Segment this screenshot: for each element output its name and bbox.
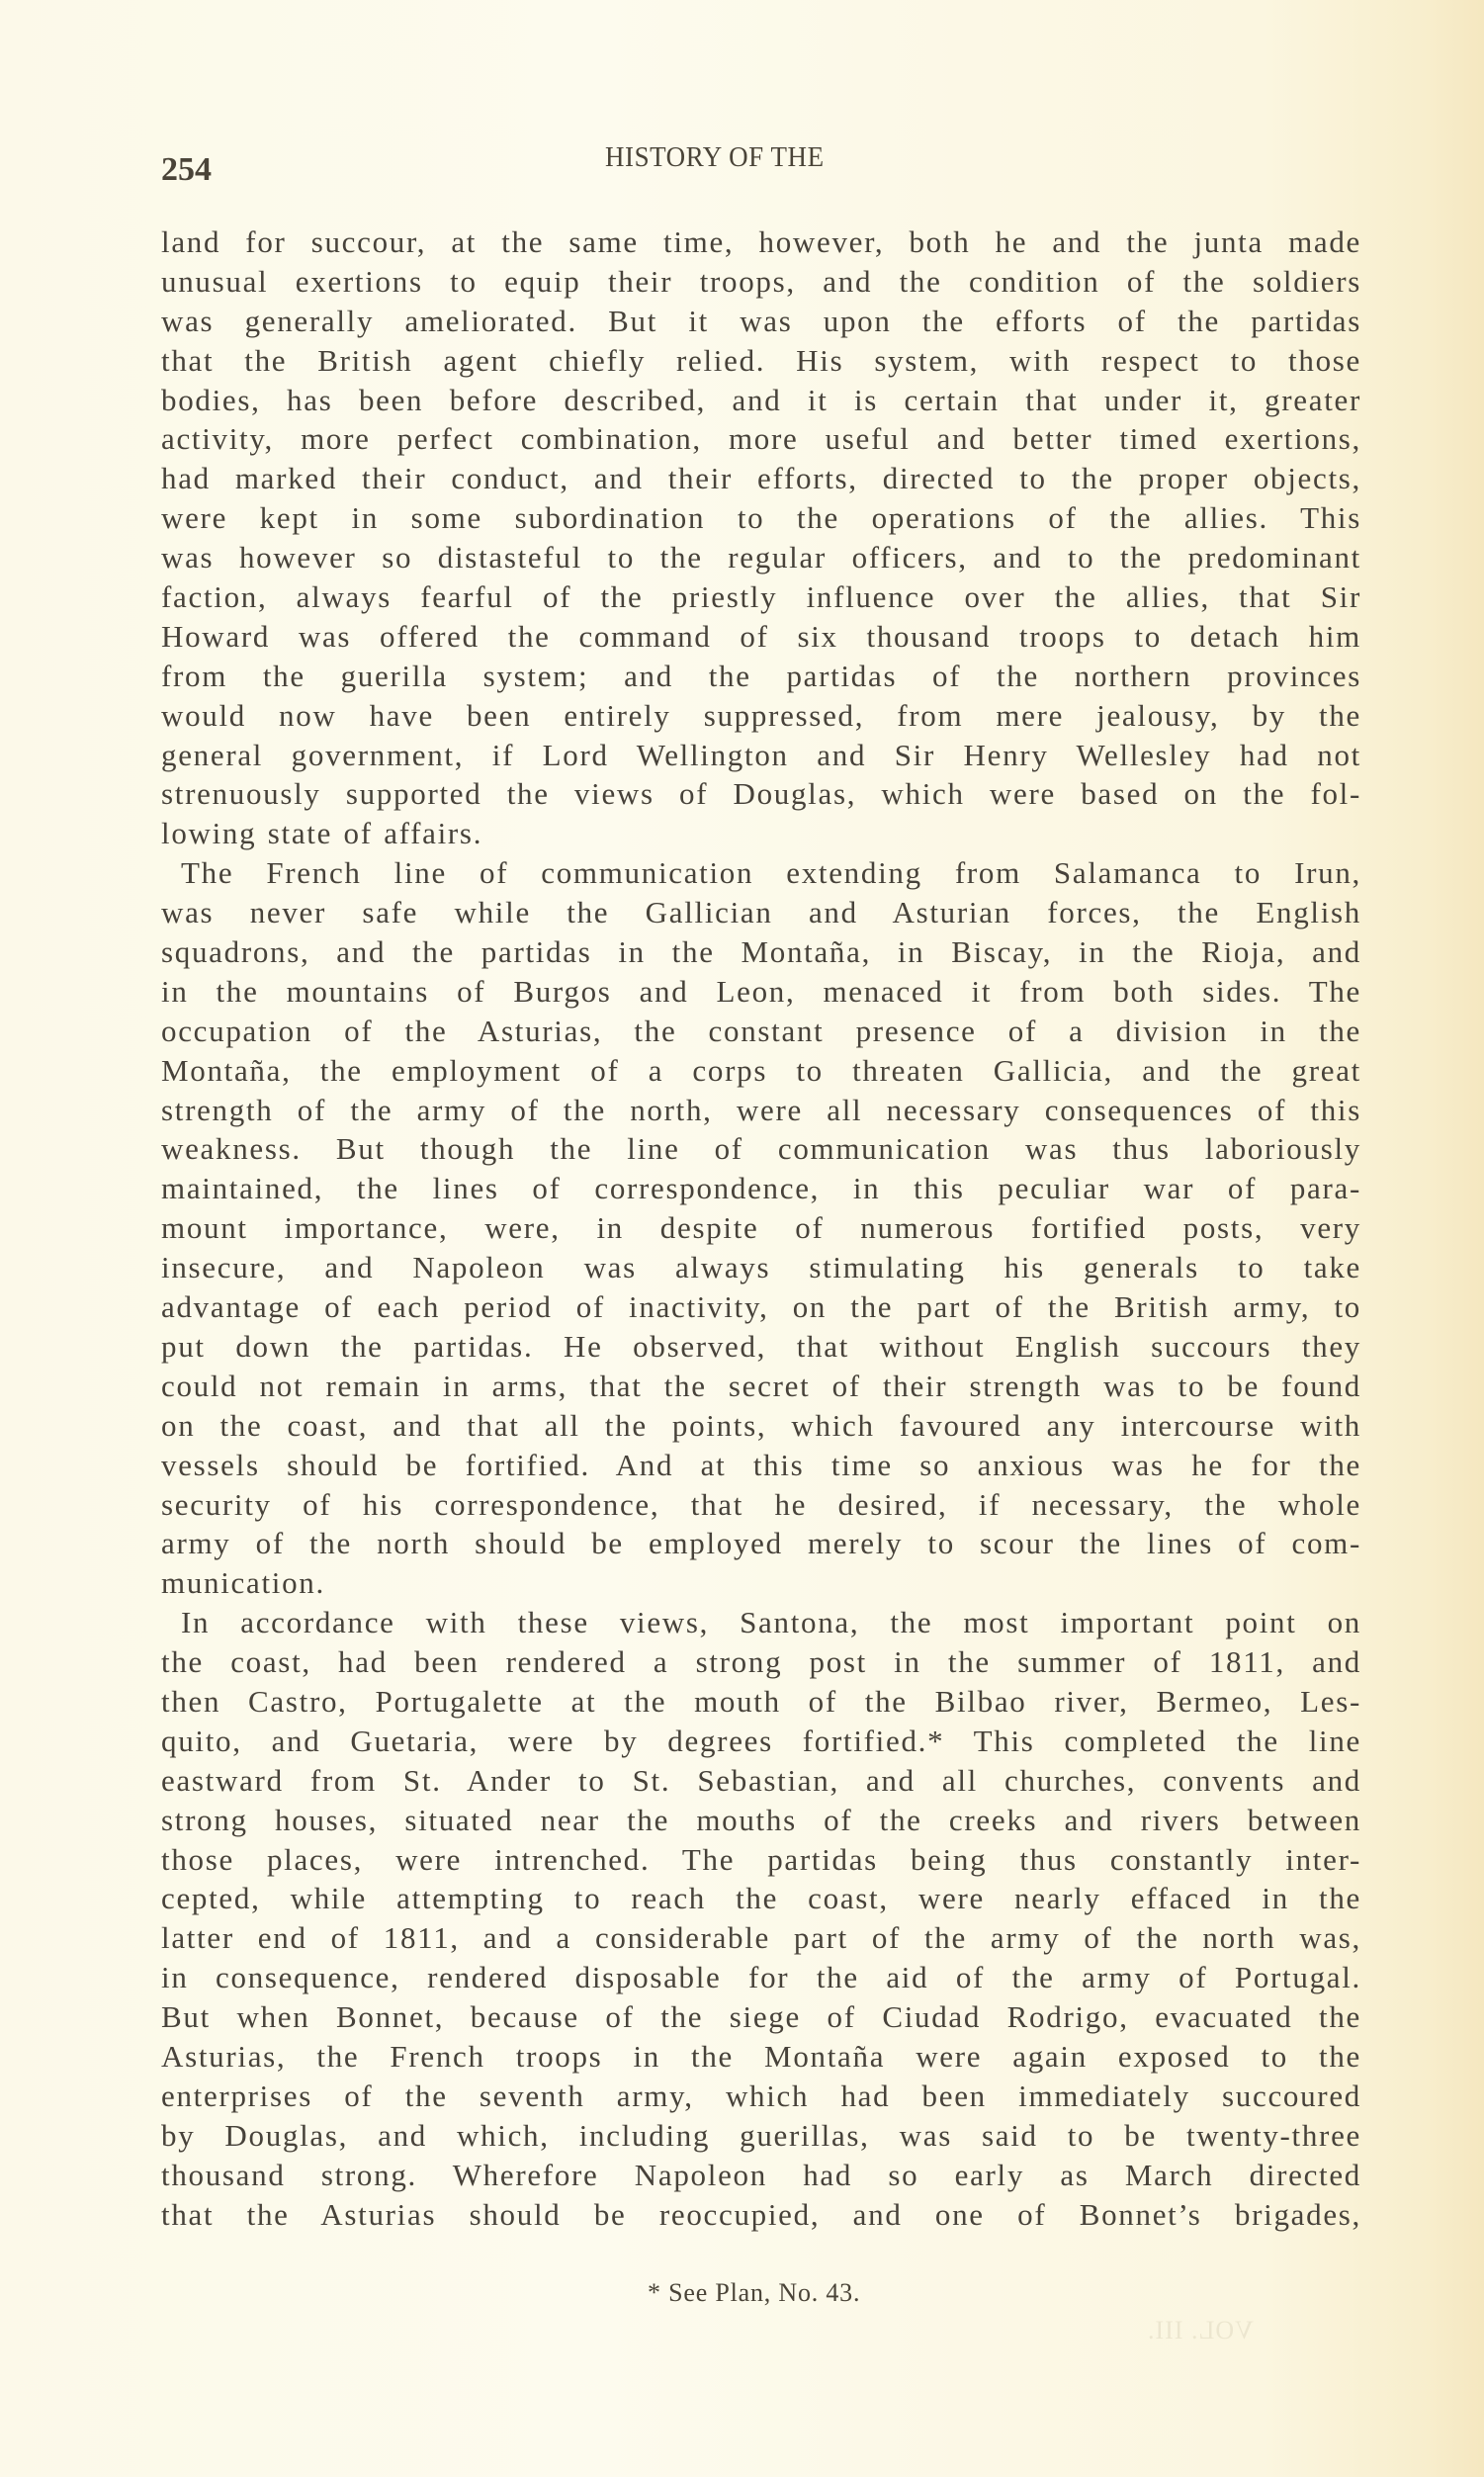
body-text (161, 222, 1361, 2234)
text-line: in the mountains of Burgos and Leon, menaced it from both sides. The (161, 973, 1361, 1009)
text-line: Montaña, the employment of a corps to threaten Gallicia, and the great (161, 1052, 1361, 1088)
text-line: bodies, has been before described, and it is certain that under it, greater (161, 382, 1361, 417)
footnote: * See Plan, No. 43. (648, 2278, 861, 2307)
text-line: eastward from St. Ander to St. Sebastian, and all churches, convents and (161, 1762, 1361, 1798)
text-line: Asturias, the French troops in the Montaña were again exposed to the (161, 2038, 1361, 2074)
text-line: advantage of each period of inactivity, on the part of the British army, to (161, 1289, 1361, 1325)
text-line: that the British agent chiefly relied. His system, with respect to those (161, 342, 1361, 378)
text-line: were kept in some subordination to the operations of the allies. This (161, 500, 1361, 536)
text-line: occupation of the Asturias, the constant presence of a division in the (161, 1013, 1361, 1048)
text-line: put down the partidas. He observed, that without English succours they (161, 1328, 1361, 1364)
text-line: was generally ameliorated. But it was upon the efforts of the partidas (161, 303, 1361, 338)
text-line: quito, and Guetaria, were by degrees fortified.* This completed the line (161, 1723, 1361, 1758)
text-line: would now have been entirely suppressed, from mere jealousy, by the (161, 697, 1361, 733)
text-line: But when Bonnet, because of the siege of Ciudad Rodrigo, evacuated the (161, 1999, 1361, 2035)
text-line: in consequence, rendered disposable for the aid of the army of Portugal. (161, 1960, 1361, 1995)
text-line: Howard was offered the command of six thousand troops to detach him (161, 618, 1361, 654)
text-line: army of the north should be employed merely to scour the lines of com- (161, 1526, 1361, 1561)
text-line: was never safe while the Gallician and Asturian forces, the English (161, 895, 1361, 930)
text-line: strong houses, situated near the mouths of the creeks and rivers between (161, 1802, 1361, 1837)
text-line: was however so distasteful to the regular officers, and to the predominant (161, 540, 1361, 575)
text-line: had marked their conduct, and their efforts, directed to the proper objects, (161, 461, 1361, 496)
text-line: faction, always fearful of the priestly influence over the allies, that Sir (161, 579, 1361, 615)
text-line: maintained, the lines of correspondence, in this peculiar war of para- (161, 1171, 1361, 1206)
text-line: strenuously supported the views of Douglas, which were based on the fol- (161, 776, 1361, 812)
text-line: could not remain in arms, that the secret of their strength was to be found (161, 1368, 1361, 1403)
text-line: strength of the army of the north, were all necessary consequences of this (161, 1092, 1361, 1127)
text-line: cepted, while attempting to reach the coast, were nearly effaced in the (161, 1881, 1361, 1916)
text-line: from the guerilla system; and the partidas of the northern provinces (161, 658, 1361, 693)
text-line: weakness. But though the line of communication was thus laboriously (161, 1131, 1361, 1167)
text-line: general government, if Lord Wellington and Sir Henry Wellesley had not (161, 737, 1361, 772)
text-line: enterprises of the seventh army, which had been immediately succoured (161, 2078, 1361, 2113)
text-line: land for succour, at the same time, however, both he and the junta made (161, 224, 1361, 259)
text-line: In accordance with these views, Santona, the most important point on (181, 1605, 1361, 1640)
running-head: HISTORY OF THE (605, 141, 825, 173)
text-line: munication. (161, 1565, 325, 1601)
text-line: on the coast, and that all the points, which favoured any intercourse with (161, 1407, 1361, 1443)
text-line: mount importance, were, in despite of numerous fortified posts, very (161, 1210, 1361, 1246)
text-line: security of his correspondence, that he desired, if necessary, the whole (161, 1486, 1361, 1522)
text-line: unusual exertions to equip their troops, and the condition of the soldiers (161, 263, 1361, 299)
text-line: the coast, had been rendered a strong post in the summer of 1811, and (161, 1644, 1361, 1680)
text-line: vessels should be fortified. And at this time so anxious was he for the (161, 1447, 1361, 1482)
text-line: latter end of 1811, and a considerable part of the army of the north was, (161, 1920, 1361, 1956)
text-line: squadrons, and the partidas in the Montaña, in Biscay, in the Rioja, and (161, 934, 1361, 970)
text-line: thousand strong. Wherefore Napoleon had so early as March directed (161, 2157, 1361, 2192)
text-line: those places, were intrenched. The partidas being thus constantly inter- (161, 1841, 1361, 1877)
bleed-through-text: VOL. III. (1147, 2316, 1254, 2344)
text-line: by Douglas, and which, including guerillas, was said to be twenty-three (161, 2117, 1361, 2153)
text-line: insecure, and Napoleon was always stimulating his generals to take (161, 1250, 1361, 1285)
text-line: activity, more perfect combination, more useful and better timed exertions, (161, 421, 1361, 457)
page-number: 254 (161, 151, 212, 188)
text-line: lowing state of affairs. (161, 816, 483, 851)
text-line: then Castro, Portugalette at the mouth of the Bilbao river, Bermeo, Les- (161, 1683, 1361, 1719)
text-line: that the Asturias should be reoccupied, and one of Bonnet’s brigades, (161, 2196, 1361, 2232)
text-line: The French line of communication extending from Salamanca to Irun, (181, 855, 1361, 891)
